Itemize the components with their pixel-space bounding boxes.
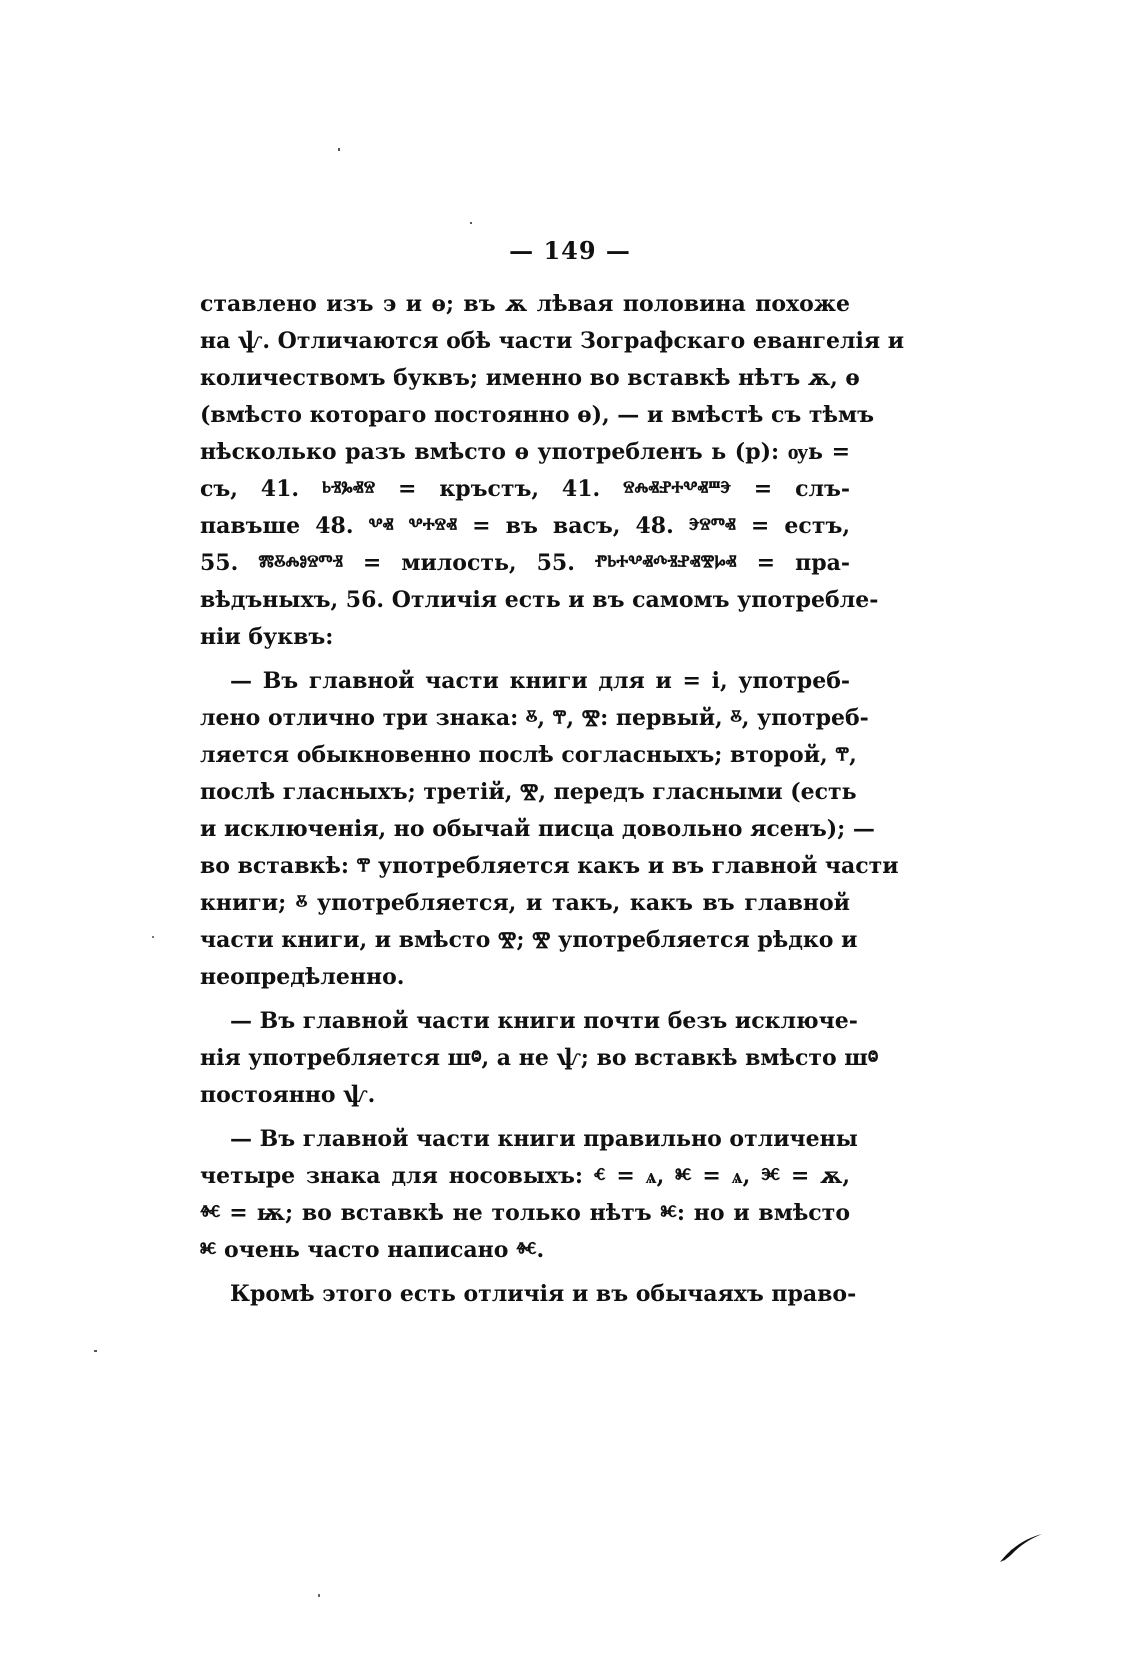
speck-mark (152, 936, 154, 938)
paragraph-gap (200, 1114, 850, 1121)
text-line: части книги, и вмѣсто Ⰺ; Ⰺ употребляется рѣдко и (200, 927, 858, 953)
text-line: постоянно ѱ. (200, 1082, 376, 1108)
text-line: — Въ главной части книги правильно отличены (230, 1126, 858, 1152)
paragraph-gap (200, 1269, 850, 1276)
paragraph-gap (200, 656, 850, 663)
speck-mark (94, 1350, 97, 1352)
text-line: во вставкѣ: ⰹ употребляется какъ и въ главной части (200, 853, 899, 879)
speck-mark (470, 222, 472, 224)
text-line: павъше 48. ⰲⱏ ⰲⰰⱄⱏ = въ васъ, 48. ⰵⱄⱅⱏ = естъ, (200, 513, 850, 539)
text-line: лено отлично три знака: ⰻ, ⰹ, Ⰺ: первый, ⰻ, употреб- (200, 705, 869, 731)
body-text (200, 286, 905, 1313)
text-line: ляется обыкновенно послѣ согласныхъ; второй, ⰹ, (200, 742, 857, 768)
text-line: послѣ гласныхъ; третій, Ⰺ, передъ гласными (есть (200, 779, 857, 805)
text-line: четыре знака для носовыхъ: ⱔ = ѧ, ⱘ = ѧ, ⱗ = ѫ, (200, 1163, 850, 1189)
paragraph-gap (200, 996, 850, 1003)
text-line: нія употребляется шⱉ, а не ѱ; во вставкѣ вмѣсто шⱉ (200, 1045, 879, 1071)
text-line: ⱙ = ѭ; во вставкѣ не только нѣтъ ⱘ: но и вмѣсто (200, 1200, 850, 1226)
text-line: Кромѣ этого есть отличія и въ обычаяхъ право- (230, 1281, 857, 1307)
text-line: книги; ⰻ употребляется, и такъ, какъ въ главной (200, 890, 850, 916)
text-line: — Въ главной части книги для и = і, употреб- (230, 668, 850, 694)
text-line: нѣсколько разъ вмѣсто ѳ употребленъ ь (р): ѹь = (200, 439, 850, 465)
speck-mark (338, 148, 340, 151)
text-line: на ѱ. Отличаются обѣ части Зографскаго евангелія и (200, 328, 905, 354)
text-line: и исключенія, но обычай писца довольно ясенъ); — (200, 816, 875, 842)
text-line: ніи буквъ: (200, 624, 334, 650)
page-number: — 149 — (509, 236, 631, 265)
text-line: количествомъ буквъ; именно во вставкѣ нѣтъ ѫ, ѳ (200, 365, 860, 391)
text-line: ⱘ очень часто написано ⱙ. (200, 1237, 545, 1263)
text-line: ставлено изъ э и ѳ; въ ѫ лѣвая половина похоже (200, 291, 850, 317)
text-line: съ, 41. ⱃⱐⰳⱏⱄ = кръстъ, 41. ⱄⰾⱏⱀⰰⰲⱏⱎⰵ = слъ- (200, 476, 850, 502)
text-line: 55. ⰿⰻⰾⱁⱄⱅⱐ = милость, 55. ⱂⱃⰰⰲⱏⰴⱐⱀⱏⰺⱈⱏ = пра- (200, 550, 850, 576)
text-line: вѣдъныхъ, 56. Отличія есть и въ самомъ употребле- (200, 587, 879, 613)
quill-mark-icon (998, 1530, 1044, 1564)
text-line: (вмѣсто котораго постоянно ѳ), — и вмѣстѣ съ тѣмъ (200, 402, 874, 428)
text-line: — Въ главной части книги почти безъ исключе- (230, 1008, 858, 1034)
speck-mark (318, 1594, 320, 1597)
text-line: неопредѣленно. (200, 964, 405, 990)
